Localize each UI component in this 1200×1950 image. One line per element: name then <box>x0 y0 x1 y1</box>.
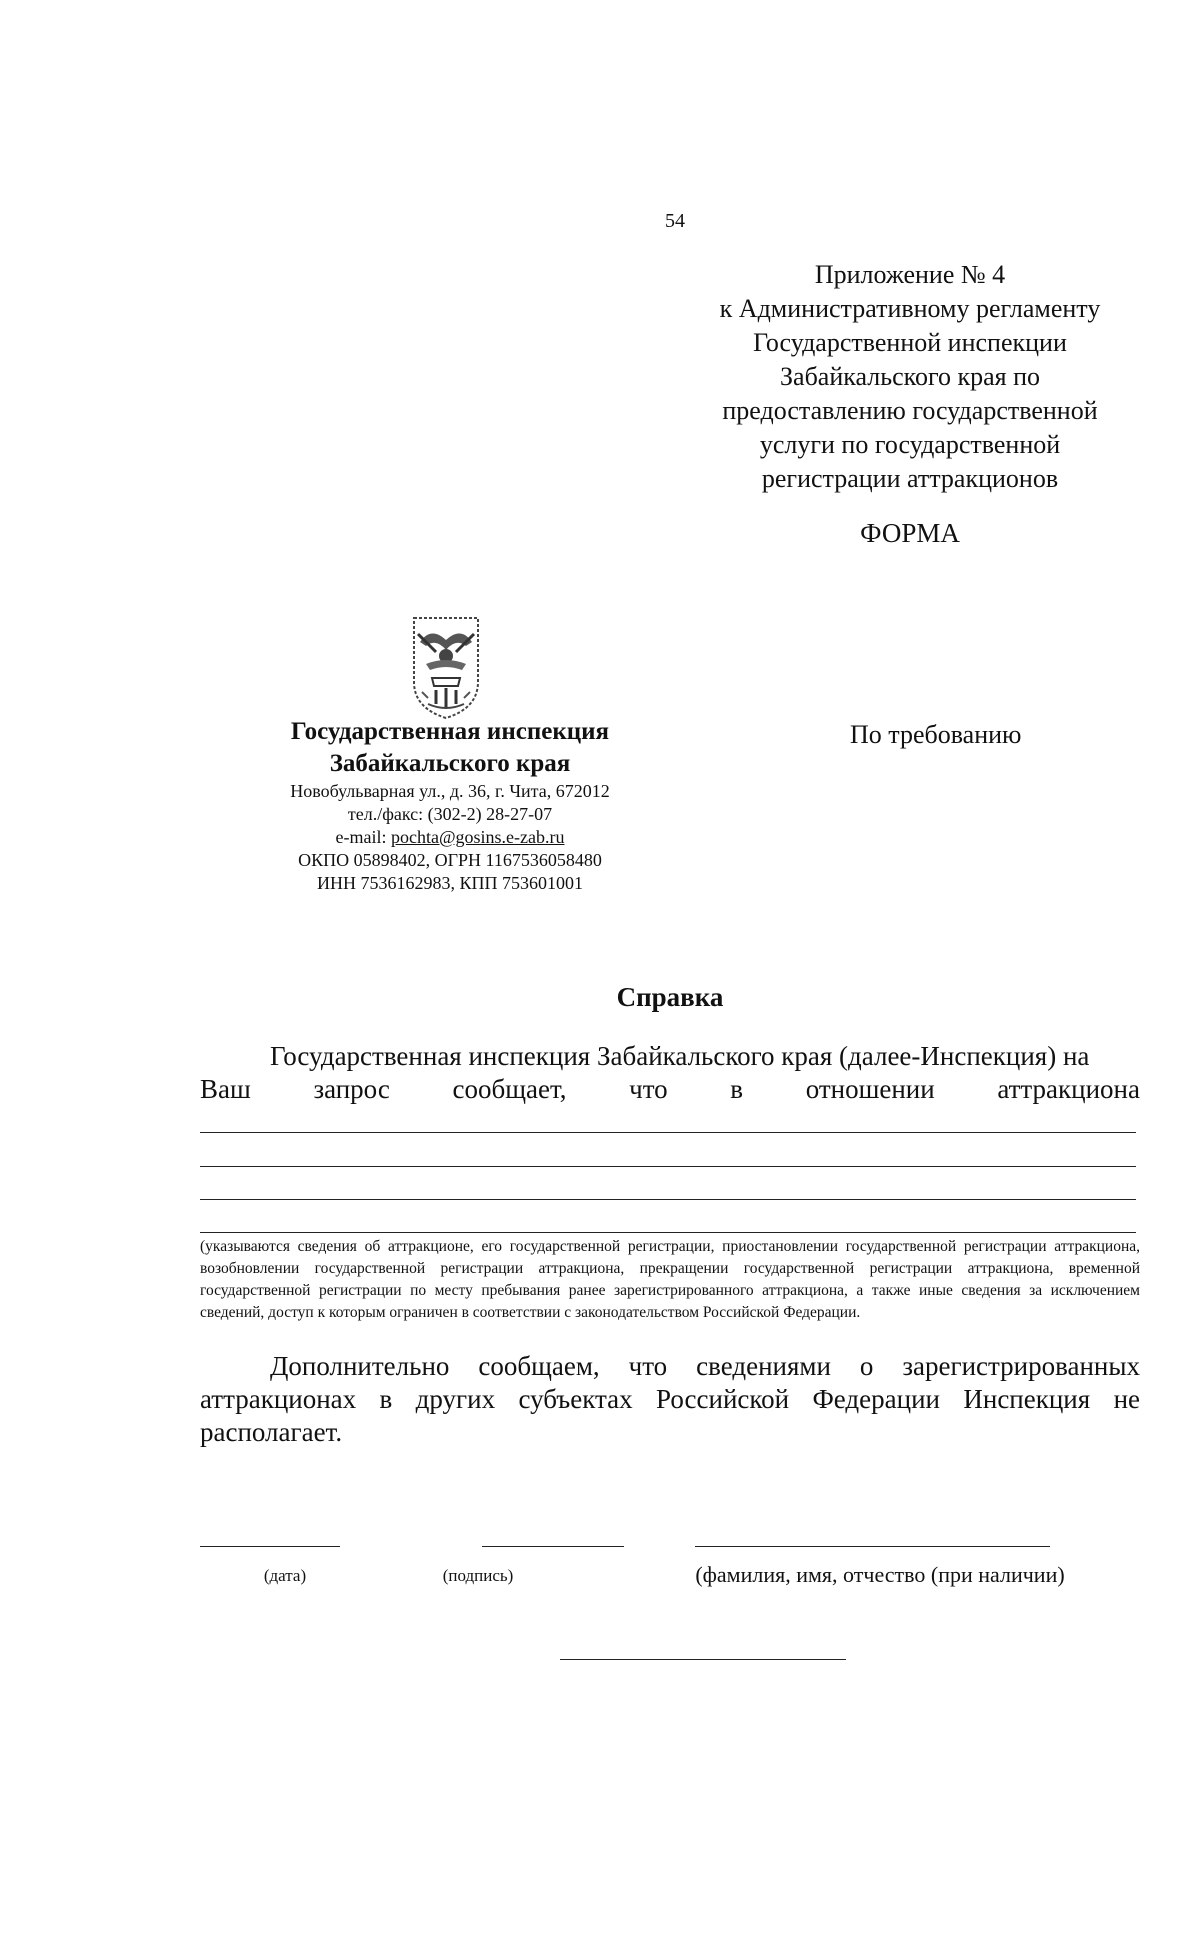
appendix-line: к Административному регламенту <box>719 294 1101 323</box>
org-email-line <box>230 826 670 849</box>
paragraph1-word: сообщает, <box>452 1074 567 1104</box>
signature-label: (подпись) <box>442 1566 514 1585</box>
organization-block <box>230 716 670 895</box>
date-label: (дата) <box>263 1566 307 1585</box>
recipient: По требованию <box>850 720 1022 749</box>
org-name-line1: Государственная инспекция <box>290 718 610 745</box>
fill-in-line[interactable] <box>200 1232 1136 1233</box>
paragraph2: Дополнительно сообщаем, что сведениями о зарегистрированных аттракционах в других субъектах Российской Федерации Инспекция не располагает. <box>200 1351 1140 1447</box>
coat-of-arms-icon <box>396 612 496 722</box>
bottom-line[interactable] <box>560 1659 846 1660</box>
paragraph1-word: отношении <box>805 1074 935 1104</box>
fill-in-line[interactable] <box>200 1166 1136 1167</box>
appendix-header <box>680 258 1140 496</box>
fill-in-line[interactable] <box>200 1132 1136 1133</box>
paragraph1-word: запрос <box>313 1074 390 1104</box>
paragraph1-line2 <box>200 1073 1140 1106</box>
org-okpo-ogrn: ОКПО 05898402, ОГРН 1167536058480 <box>298 850 602 870</box>
full-name-line[interactable] <box>695 1546 1050 1547</box>
org-name-line2: Забайкальского края <box>329 750 571 777</box>
appendix-line: услуги по государственной <box>759 430 1061 459</box>
appendix-line: Государственной инспекции <box>753 328 1067 357</box>
fill-in-line[interactable] <box>200 1199 1136 1200</box>
page-number: 54 <box>665 210 685 232</box>
org-email-prefix: e-mail: <box>335 827 391 847</box>
paragraph1-word: что <box>629 1074 668 1104</box>
signature-line[interactable] <box>482 1546 624 1547</box>
appendix-line: предоставлению государственной <box>722 396 1098 425</box>
paragraph1-word: Ваш <box>200 1074 251 1104</box>
appendix-line: Приложение № 4 <box>814 260 1006 289</box>
paragraph1-line1: Государственная инспекция Забайкальского края (далее-Инспекция) на <box>270 1041 1090 1071</box>
appendix-line: Забайкальского края по <box>780 362 1040 391</box>
org-address: Новобульварная ул., д. 36, г. Чита, 672012 <box>290 781 610 801</box>
org-email-link[interactable]: pochta@gosins.e-zab.ru <box>390 827 565 847</box>
document-title: Справка <box>616 982 724 1012</box>
paragraph1-word: аттракциона <box>997 1074 1140 1104</box>
org-phone: тел./факс: (302-2) 28-27-07 <box>347 804 553 824</box>
paragraph1-word: в <box>730 1074 744 1104</box>
date-line[interactable] <box>200 1546 340 1547</box>
full-name-label: (фамилия, имя, отчество (при наличии) <box>695 1562 1065 1587</box>
org-inn-kpp: ИНН 7536162983, КПП 753601001 <box>316 873 583 893</box>
form-label: ФОРМА <box>860 518 960 548</box>
appendix-line: регистрации аттракционов <box>761 464 1059 493</box>
explanatory-note: (указываются сведения об аттракционе, его государственной регистрации, приостановлении государственной регистрации аттракциона, возобновлении государственной регистрации аттракциона, прекращении государственной регистрации аттракциона, временной государственной регистрации по месту пребывания ранее зарегистрированного аттракциона, а также иные сведения за исключением сведений, доступ к которым ограничен в соответствии с законодательством Российской Федерации. <box>200 1238 1140 1321</box>
